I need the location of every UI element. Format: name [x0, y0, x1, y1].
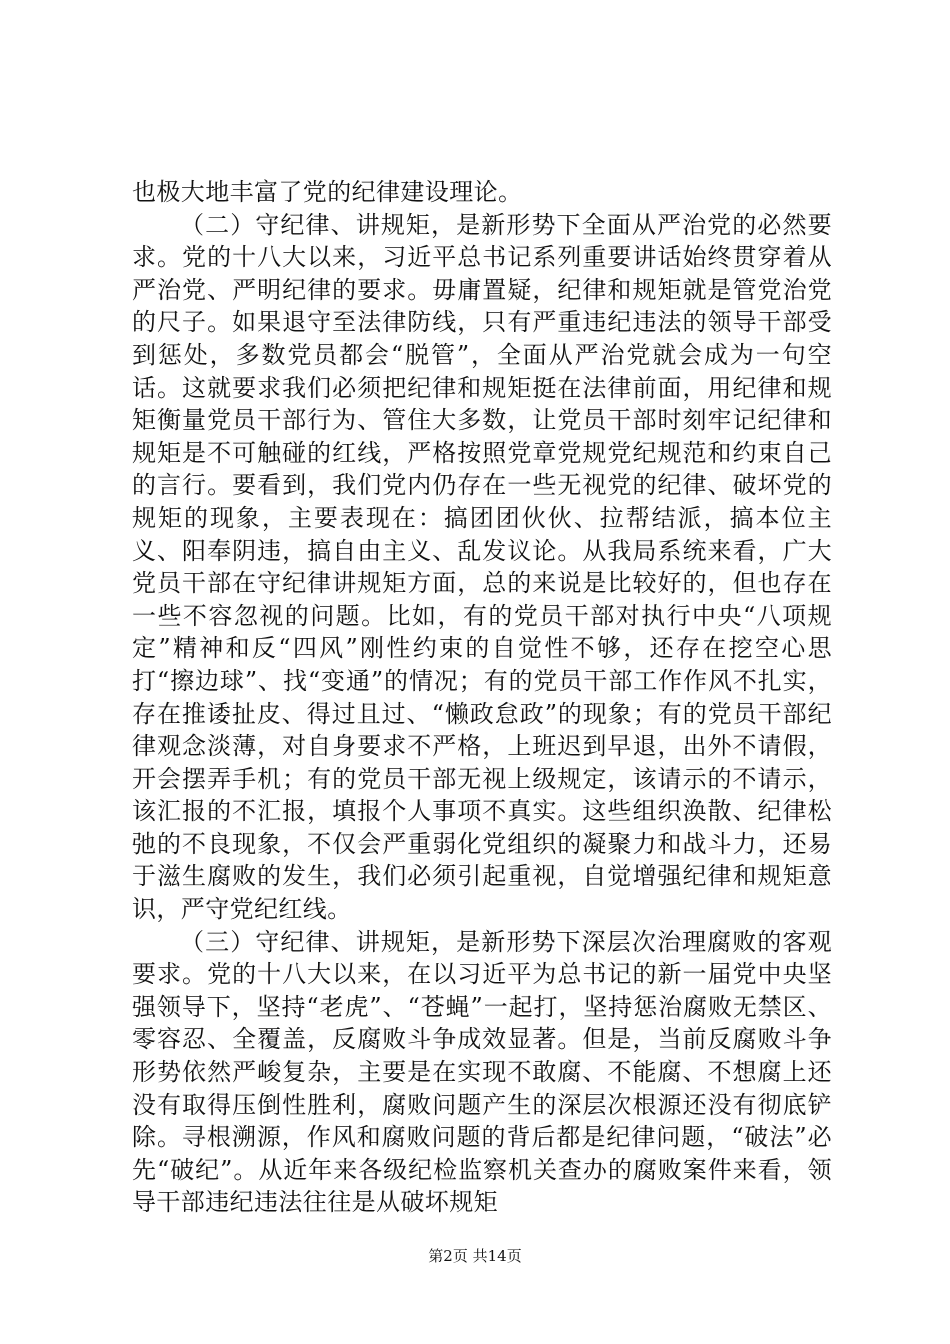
paragraph-continuation: 也极大地丰富了党的纪律建设理论。: [132, 178, 523, 206]
page-number-footer: 第2页 共14页: [428, 1247, 522, 1265]
paragraph-section-two: （二）守纪律、讲规矩，是新形势下全面从严治党的必然要求。党的十八大以来，习近平总书记系列重要讲话始终贯穿着从严治党、严明纪律的要求。毋庸置疑，纪律和规矩就是管党治党的尺子。如果退守至法律防线，只有严重违纪违法的领导干部受到惩处，多数党员都会“脱管”，全面从严治党就会成为一句空话。这就要求我们必须把纪律和规矩挺在法律前面，用纪律和规矩衡量党员干部行为、管住大多数，让党员干部时刻牢记纪律和规矩是不可触碰的红线，严格按照党章党规党纪规范和约束自己的言行。要看到，我们党内仍存在一些无视党的纪律、破坏党的规矩的现象，主要表现在：搞团团伙伙、拉帮结派，搞本位主义、阳奉阴违，搞自由主义、乱发议论。从我局系统来看，广大党员干部在守纪律讲规矩方面，总的来说是比较好的，但也存在一些不容忽视的问题。比如，有的党员干部对执行中央“八项规定”精神和反“四风”刚性约束的自觉性不够，还存在挖空心思打“擦边球”、找“变通”的情况；有的党员干部工作作风不扎实，存在推诿扯皮、得过且过、“懒政怠政”的现象；有的党员干部纪律观念淡薄，对自身要求不严格，上班迟到早退，出外不请假，开会摆弄手机；有的党员干部无视上级规定，该请示的不请示，该汇报的不汇报，填报个人事项不真实。这些组织涣散、纪律松弛的不良现象，不仅会严重弱化党组织的凝聚力和战斗力，还易于滋生腐败的发生，我们必须引起重视，自觉增强纪律和规矩意识，严守党纪红线。: [132, 210, 832, 924]
document-body: [132, 176, 832, 1219]
paragraph-section-three: （三）守纪律、讲规矩，是新形势下深层次治理腐败的客观要求。党的十八大以来，在以习近平为总书记的新一届党中央坚强领导下，坚持“老虎”、“苍蝇”一起打，坚持惩治腐败无禁区、零容忍、全覆盖，反腐败斗争成效显著。但是，当前反腐败斗争形势依然严峻复杂，主要是在实现不敢腐、不能腐、不想腐上还没有取得压倒性胜利，腐败问题产生的深层次根源还没有彻底铲除。寻根溯源，作风和腐败问题的背后都是纪律问题，“破法”必先“破纪”。从近年来各级纪检监察机关查办的腐败案件来看，领导干部违纪违法往往是从破坏规矩: [132, 927, 832, 1217]
